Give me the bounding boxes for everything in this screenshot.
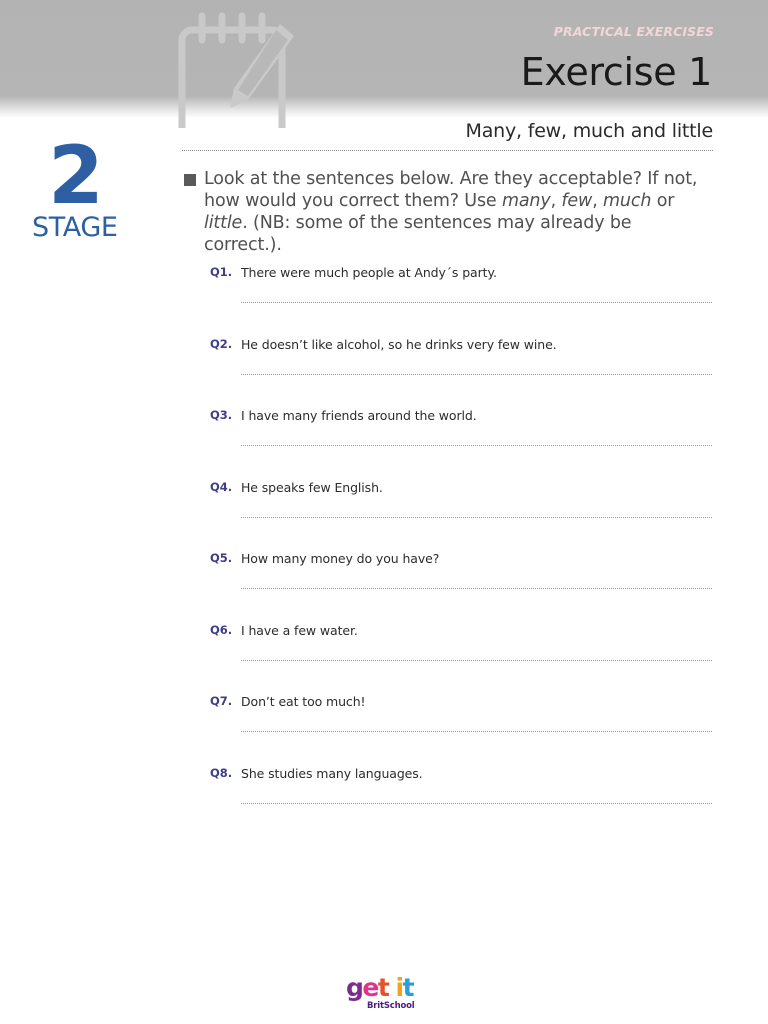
- section-kicker: PRACTICAL EXERCISES: [553, 24, 714, 39]
- answer-line[interactable]: [241, 445, 712, 446]
- instructions-part2: . (NB: some of the sentences may already be correct.).: [204, 213, 632, 255]
- question-number: Q1.: [210, 265, 233, 279]
- answer-line[interactable]: [241, 731, 712, 732]
- instructions-sep2: ,: [592, 191, 604, 211]
- instructions-word-many: many: [501, 191, 551, 211]
- instructions-sep3: or: [651, 191, 675, 211]
- page-title: Exercise 1: [520, 50, 712, 94]
- stage-number: 2: [48, 129, 104, 222]
- question-text: How many money do you have?: [241, 551, 440, 566]
- notepad-pencil-icon: [160, 8, 310, 128]
- instructions-word-few: few: [561, 191, 593, 211]
- logo-letter: [388, 973, 395, 1002]
- answer-line[interactable]: [241, 660, 712, 661]
- exercise-subtitle: Many, few, much and little: [465, 120, 713, 142]
- subtitle-divider: [182, 150, 713, 151]
- question-number: Q7.: [210, 694, 233, 708]
- logo-letter: t: [377, 973, 389, 1002]
- instructions-part1: Look at the sentences below. Are they acceptable? If not, how would you correct them? Use: [204, 169, 698, 211]
- question-text: She studies many languages.: [241, 766, 423, 781]
- question-text: I have many friends around the world.: [241, 408, 477, 423]
- question-text: He speaks few English.: [241, 480, 383, 495]
- question-number: Q4.: [210, 480, 233, 494]
- logo-letter: e: [362, 973, 378, 1002]
- question-text: There were much people at Andy´s party.: [241, 265, 497, 280]
- logo-letter: g: [346, 973, 363, 1002]
- answer-line[interactable]: [241, 374, 712, 375]
- bullet-square-icon: [184, 174, 196, 186]
- question-number: Q3.: [210, 408, 233, 422]
- logo-letter: i: [395, 973, 403, 1002]
- question-number: Q5.: [210, 551, 233, 565]
- instructions-text: [204, 168, 704, 256]
- logo-letter: t: [402, 973, 414, 1002]
- instructions-word-little: little: [204, 213, 243, 233]
- question-number: Q6.: [210, 623, 233, 637]
- instructions-word-much: much: [603, 191, 652, 211]
- question-text: I have a few water.: [241, 623, 358, 638]
- brand-logo: [346, 974, 422, 1014]
- answer-line[interactable]: [241, 517, 712, 518]
- logo-wordmark: [346, 974, 413, 1002]
- question-number: Q2.: [210, 337, 233, 351]
- question-text: He doesn’t like alcohol, so he drinks very few wine.: [241, 337, 557, 352]
- answer-line[interactable]: [241, 588, 712, 589]
- logo-subtitle: BritSchool: [367, 1001, 415, 1011]
- answer-line[interactable]: [241, 302, 712, 303]
- answer-line[interactable]: [241, 803, 712, 804]
- question-text: Don’t eat too much!: [241, 694, 366, 709]
- question-number: Q8.: [210, 766, 233, 780]
- instructions-sep1: ,: [550, 191, 562, 211]
- stage-label: STAGE: [32, 212, 118, 243]
